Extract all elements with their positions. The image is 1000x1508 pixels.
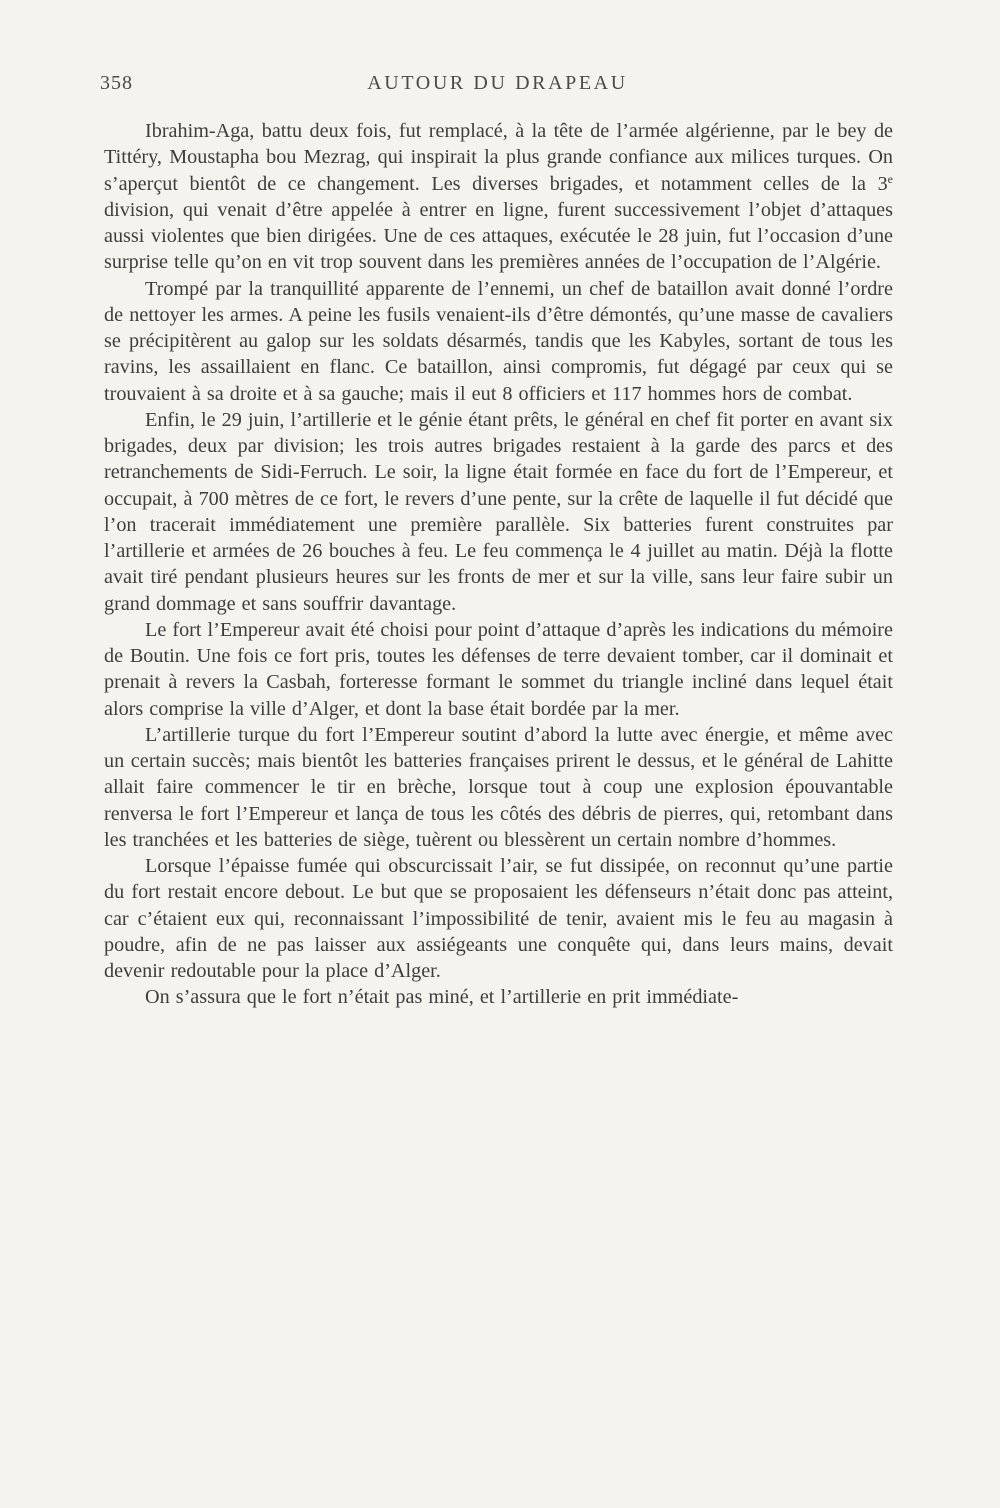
paragraph-1-text-cont: division, qui venait d’être appelée à entrer en ligne, furent successivement l’objet d’attaques aussi violentes que bien dirigées. Une de ces attaques, exécutée le 28 juin, fut l’occasion d’une surprise telle qu’on en vit trop souvent dans les premières années de l’occupation de l’Algérie. (104, 198, 893, 274)
paragraph-3: Enfin, le 29 juin, l’artillerie et le génie étant prêts, le général en chef fit porter en avant six brigades, deux par division; les trois autres brigades restaient à la garde des parcs et des retranchements de Sidi-Ferruch. Le soir, la ligne était formée en face du fort de l’Empereur, et occupait, à 700 mètres de ce fort, le revers d’une pente, sur la crête de laquelle il fut décidé que l’on tracerait immédiatement une première parallèle. Six batteries furent construites par l’artillerie et armées de 26 bouches à feu. Le feu commença le 4 juillet au matin. Déjà la flotte avait tiré pendant plusieurs heures sur les fronts de mer et sur la ville, sans leur faire subir un grand dommage et sans souffrir davantage. (104, 408, 893, 615)
running-title: AUTOUR DU DRAPEAU (367, 72, 628, 94)
paragraph-7: On s’assura que le fort n’était pas miné, et l’artillerie en prit immédiate- (145, 986, 739, 1009)
paragraph-5: L’artillerie turque du fort l’Empereur soutint d’abord la lutte avec énergie, et même avec un certain succès; mais bientôt les batteries françaises prirent le dessus, et le général de Lahitte allait faire commencer le tir en brèche, lorsque tout à coup une explosion épouvantable renversa le fort l’Empereur et lança de tous les côtés des débris de pierres, qui, retombant dans les tranchées et les batteries de siège, tuèrent ou blessèrent un certain nombre d’hommes. (104, 723, 893, 851)
page-header (100, 72, 895, 106)
paragraph-2: Trompé par la tranquillité apparente de l’ennemi, un chef de bataillon avait donné l’ordre de nettoyer les armes. A peine les fusils venaient-ils d’être démontés, qu’une masse de cavaliers se précipitèrent au galop sur les soldats désarmés, tandis que les Kabyles, sortant de tous les ravins, les assaillaient en flanc. Ce bataillon, ainsi compromis, fut dégagé par ceux qui se trouvaient à sa droite et à sa gauche; mais il eut 8 officiers et 117 hommes hors de combat. (104, 277, 893, 405)
paragraph-1 (104, 118, 893, 276)
page-number: 358 (100, 72, 133, 94)
paragraph-4: Le fort l’Empereur avait été choisi pour point d’attaque d’après les indications du mémoire de Boutin. Une fois ce fort pris, toutes les défenses de terre devaient tomber, car il dominait et prenait à revers la Casbah, forteresse formant le sommet du triangle incliné dans lequel était alors comprise la ville d’Alger, et dont la base était bordée par la mer. (104, 618, 893, 720)
superscript-e: e (887, 171, 893, 186)
body-text (104, 118, 893, 1011)
paragraph-1-text: Ibrahim-Aga, battu deux fois, fut remplacé, à la tête de l’armée algérienne, par le bey de Tittéry, Moustapha bou Mezrag, qui inspirait la plus grande confiance aux milices turques. On s’aperçut bientôt de ce changement. Les diverses brigades, et notamment celles de la 3 (104, 120, 893, 195)
paragraph-6: Lorsque l’épaisse fumée qui obscurcissait l’air, se fut dissipée, on reconnut qu’une partie du fort restait encore debout. Le but que se proposaient les défenseurs n’était donc pas atteint, car c’étaient eux qui, reconnaissant l’impossibilité de tenir, avaient mis le feu au magasin à poudre, afin de ne pas laisser aux assiégeants une conquête qui, dans leurs mains, devait devenir redoutable pour la place d’Alger. (104, 855, 893, 982)
